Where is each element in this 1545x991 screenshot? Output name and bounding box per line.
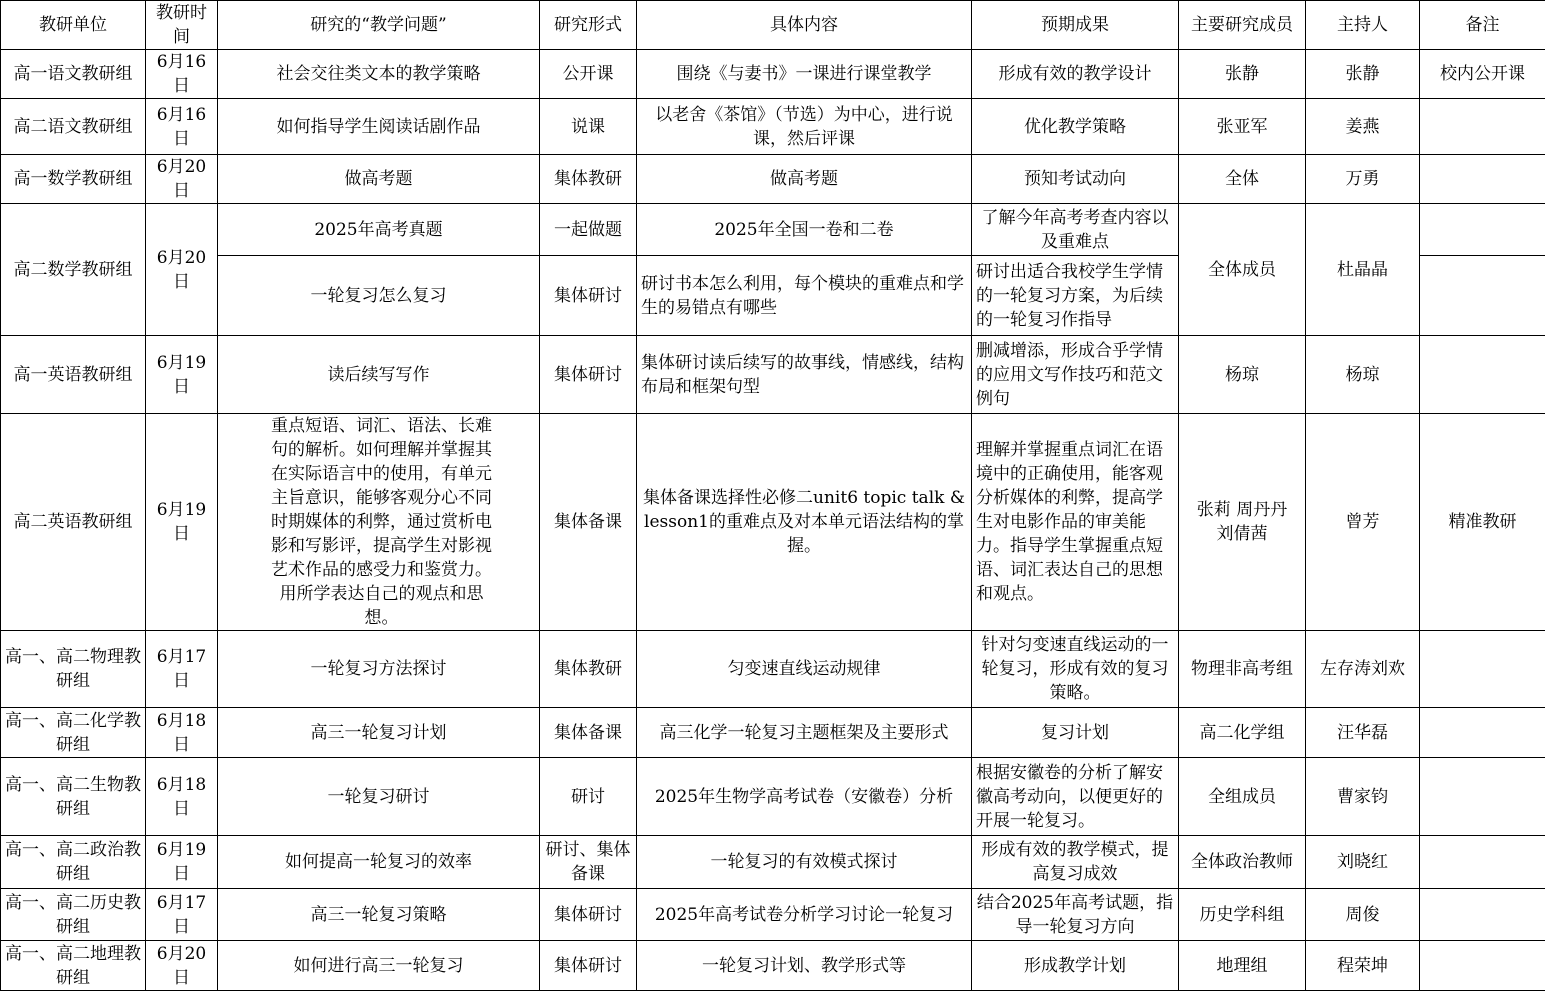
table-row — [1, 204, 1545, 256]
unit-cell: 高二数学教研组 — [1, 204, 146, 336]
members-cell: 全组成员 — [1179, 758, 1306, 836]
result-cell: 结合2025年高考试题，指导一轮复习方向 — [972, 889, 1179, 941]
unit-cell: 高一、高二政治教研组 — [1, 836, 146, 889]
result-cell: 研讨出适合我校学生学情的一轮复习方案，为后续的一轮复习作指导 — [972, 256, 1179, 336]
table-row — [1, 50, 1545, 99]
time-cell: 6月17日 — [146, 889, 218, 941]
unit-cell: 高一英语教研组 — [1, 336, 146, 414]
form-cell: 集体备课 — [540, 708, 637, 758]
unit-cell: 高一、高二化学教研组 — [1, 708, 146, 758]
note-cell — [1420, 256, 1545, 336]
result-cell: 针对匀变速直线运动的一轮复习，形成有效的复习策略。 — [972, 631, 1179, 708]
note-cell — [1420, 631, 1545, 708]
note-cell: 校内公开课 — [1420, 50, 1545, 99]
host-cell: 左存涛刘欢 — [1306, 631, 1420, 708]
table-row — [1, 155, 1545, 204]
time-cell: 6月17日 — [146, 631, 218, 708]
time-cell: 6月19日 — [146, 336, 218, 414]
host-cell: 杜晶晶 — [1306, 204, 1420, 336]
form-cell: 集体研讨 — [540, 336, 637, 414]
note-cell — [1420, 204, 1545, 256]
note-cell — [1420, 758, 1545, 836]
content-cell: 2025年全国一卷和二卷 — [637, 204, 972, 256]
note-cell — [1420, 336, 1545, 414]
content-cell: 2025年高考试卷分析学习讨论一轮复习 — [637, 889, 972, 941]
result-cell: 优化教学策略 — [972, 99, 1179, 155]
unit-cell: 高二语文教研组 — [1, 99, 146, 155]
problem-cell: 社会交往类文本的教学策略 — [218, 50, 540, 99]
time-cell: 6月19日 — [146, 414, 218, 631]
result-cell: 理解并掌握重点词汇在语境中的正确使用，能客观分析媒体的利弊，提高学生对电影作品的审美能力。指导学生掌握重点短语、词汇表达自己的思想和观点。 — [972, 414, 1179, 631]
table-row — [1, 941, 1545, 991]
form-cell: 研讨、集体备课 — [540, 836, 637, 889]
note-cell: 精准教研 — [1420, 414, 1545, 631]
form-cell: 说课 — [540, 99, 637, 155]
host-cell: 程荣坤 — [1306, 941, 1420, 991]
result-cell: 了解今年高考考查内容以及重难点 — [972, 204, 1179, 256]
result-cell: 形成有效的教学模式，提高复习成效 — [972, 836, 1179, 889]
content-cell: 集体备课选择性必修二unit6 topic talk &lesson1的重难点及对本单元语法结构的掌握。 — [637, 414, 972, 631]
header-cell: 预期成果 — [972, 1, 1179, 50]
unit-cell: 高一、高二生物教研组 — [1, 758, 146, 836]
problem-cell: 读后续写写作 — [218, 336, 540, 414]
host-cell: 万勇 — [1306, 155, 1420, 204]
table-row — [1, 708, 1545, 758]
table-row — [1, 758, 1545, 836]
members-cell: 全体成员 — [1179, 204, 1306, 336]
table-row — [1, 631, 1545, 708]
note-cell — [1420, 941, 1545, 991]
problem-cell: 如何指导学生阅读话剧作品 — [218, 99, 540, 155]
note-cell — [1420, 889, 1545, 941]
host-cell: 姜燕 — [1306, 99, 1420, 155]
content-cell: 集体研讨读后续写的故事线，情感线，结构布局和框架句型 — [637, 336, 972, 414]
content-cell: 围绕《与妻书》一课进行课堂教学 — [637, 50, 972, 99]
members-cell: 全体政治教师 — [1179, 836, 1306, 889]
result-cell: 形成教学计划 — [972, 941, 1179, 991]
time-cell: 6月20日 — [146, 941, 218, 991]
form-cell: 研讨 — [540, 758, 637, 836]
table-row — [1, 99, 1545, 155]
header-row — [1, 1, 1545, 50]
problem-cell: 一轮复习怎么复习 — [218, 256, 540, 336]
problem-cell: 一轮复习研讨 — [218, 758, 540, 836]
members-cell: 杨琼 — [1179, 336, 1306, 414]
host-cell: 刘晓红 — [1306, 836, 1420, 889]
note-cell — [1420, 836, 1545, 889]
table-row — [1, 336, 1545, 414]
note-cell — [1420, 708, 1545, 758]
time-cell: 6月19日 — [146, 836, 218, 889]
header-cell: 主要研究成员 — [1179, 1, 1306, 50]
form-cell: 集体教研 — [540, 631, 637, 708]
problem-cell: 高三一轮复习计划 — [218, 708, 540, 758]
problem-cell: 做高考题 — [218, 155, 540, 204]
problem-cell: 2025年高考真题 — [218, 204, 540, 256]
form-cell: 集体教研 — [540, 155, 637, 204]
members-cell: 地理组 — [1179, 941, 1306, 991]
header-cell: 备注 — [1420, 1, 1545, 50]
members-cell: 物理非高考组 — [1179, 631, 1306, 708]
header-cell: 具体内容 — [637, 1, 972, 50]
members-cell: 高二化学组 — [1179, 708, 1306, 758]
result-cell: 复习计划 — [972, 708, 1179, 758]
problem-cell: 重点短语、词汇、语法、长难句的解析。如何理解并掌握其在实际语言中的使用，有单元主旨意识，能够客观分心不同时期媒体的利弊，通过赏析电影和写影评，提高学生对影视艺术作品的感受力和鉴赏力。用所学表达自己的观点和思想。 — [218, 414, 540, 631]
header-cell: 教研时间 — [146, 1, 218, 50]
content-cell: 高三化学一轮复习主题框架及主要形式 — [637, 708, 972, 758]
members-cell: 全体 — [1179, 155, 1306, 204]
result-cell: 预知考试动向 — [972, 155, 1179, 204]
table-row — [1, 414, 1545, 631]
unit-cell: 高一、高二物理教研组 — [1, 631, 146, 708]
time-cell: 6月20日 — [146, 204, 218, 336]
form-cell: 集体研讨 — [540, 941, 637, 991]
members-cell: 张亚军 — [1179, 99, 1306, 155]
problem-cell: 高三一轮复习策略 — [218, 889, 540, 941]
host-cell: 杨琼 — [1306, 336, 1420, 414]
note-cell — [1420, 99, 1545, 155]
table-row — [1, 836, 1545, 889]
unit-cell: 高一、高二历史教研组 — [1, 889, 146, 941]
unit-cell: 高一、高二地理教研组 — [1, 941, 146, 991]
problem-cell: 如何进行高三一轮复习 — [218, 941, 540, 991]
form-cell: 集体备课 — [540, 414, 637, 631]
problem-cell: 一轮复习方法探讨 — [218, 631, 540, 708]
time-cell: 6月16日 — [146, 99, 218, 155]
result-cell: 形成有效的教学设计 — [972, 50, 1179, 99]
content-cell: 2025年生物学高考试卷（安徽卷）分析 — [637, 758, 972, 836]
note-cell — [1420, 155, 1545, 204]
members-cell: 张静 — [1179, 50, 1306, 99]
members-cell: 历史学科组 — [1179, 889, 1306, 941]
header-cell: 主持人 — [1306, 1, 1420, 50]
form-cell: 集体研讨 — [540, 889, 637, 941]
content-cell: 一轮复习的有效模式探讨 — [637, 836, 972, 889]
content-cell: 匀变速直线运动规律 — [637, 631, 972, 708]
unit-cell: 高一数学教研组 — [1, 155, 146, 204]
unit-cell: 高一语文教研组 — [1, 50, 146, 99]
time-cell: 6月18日 — [146, 708, 218, 758]
host-cell: 张静 — [1306, 50, 1420, 99]
result-cell: 删减增添，形成合乎学情的应用文写作技巧和范文例句 — [972, 336, 1179, 414]
host-cell: 汪华磊 — [1306, 708, 1420, 758]
content-cell: 以老舍《茶馆》（节选）为中心，进行说课，然后评课 — [637, 99, 972, 155]
host-cell: 曹家钧 — [1306, 758, 1420, 836]
table-row — [1, 889, 1545, 941]
host-cell: 曾芳 — [1306, 414, 1420, 631]
form-cell: 一起做题 — [540, 204, 637, 256]
time-cell: 6月20日 — [146, 155, 218, 204]
form-cell: 公开课 — [540, 50, 637, 99]
header-cell: 教研单位 — [1, 1, 146, 50]
content-cell: 一轮复习计划、教学形式等 — [637, 941, 972, 991]
unit-cell: 高二英语教研组 — [1, 414, 146, 631]
header-cell: 研究的“教学问题” — [218, 1, 540, 50]
content-cell: 做高考题 — [637, 155, 972, 204]
problem-cell: 如何提高一轮复习的效率 — [218, 836, 540, 889]
form-cell: 集体研讨 — [540, 256, 637, 336]
members-cell: 张莉 周丹丹 刘倩茜 — [1179, 414, 1306, 631]
time-cell: 6月18日 — [146, 758, 218, 836]
content-cell: 研讨书本怎么利用，每个模块的重难点和学生的易错点有哪些 — [637, 256, 972, 336]
time-cell: 6月16日 — [146, 50, 218, 99]
result-cell: 根据安徽卷的分析了解安徽高考动向，以便更好的开展一轮复习。 — [972, 758, 1179, 836]
host-cell: 周俊 — [1306, 889, 1420, 941]
header-cell: 研究形式 — [540, 1, 637, 50]
